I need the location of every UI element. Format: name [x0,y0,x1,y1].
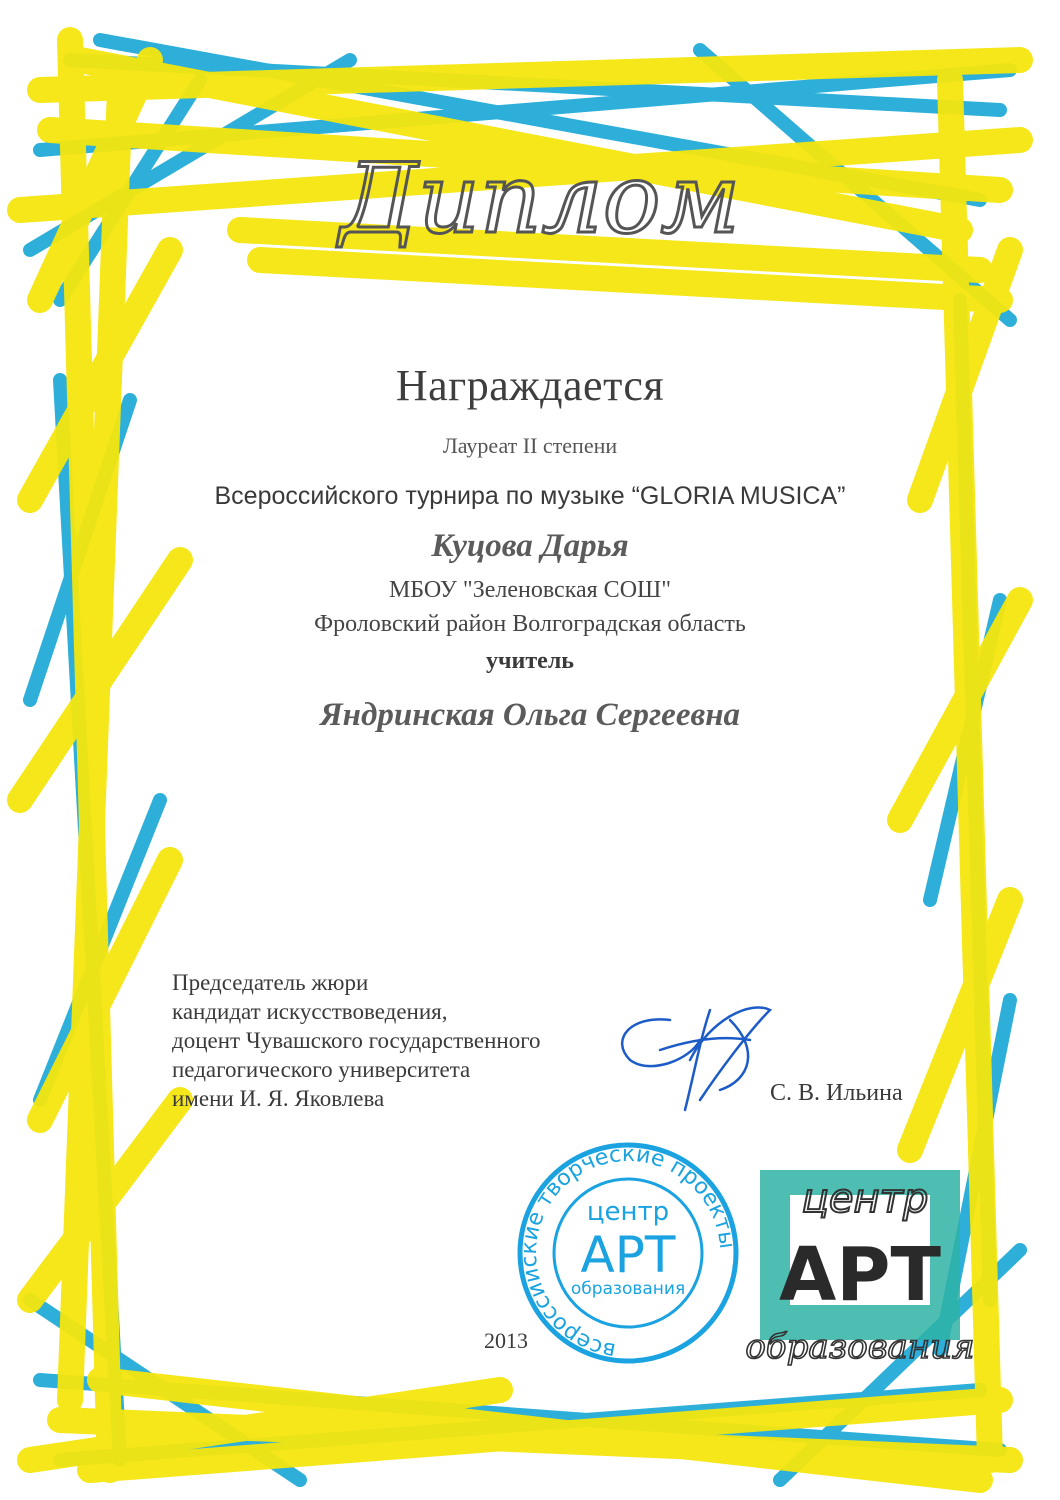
svg-text:центр: центр [801,1176,929,1222]
award-title: Награждается [395,361,665,410]
jury-line: доцент Чувашского государственного [172,1028,541,1053]
svg-text:Диплом: Диплом [339,143,741,255]
jury-line: Председатель жюри [172,970,369,995]
jury-line: педагогического университета [172,1057,471,1082]
svg-text:АРТ: АРТ [580,1226,676,1284]
tournament-name: Всероссийского турнира по музыке “GLORIA MUSICA” [214,482,846,510]
svg-text:всероссийские творческие проек: всероссийские творческие проекты [516,1141,740,1364]
signer-name: С. В. Ильина [770,1080,903,1106]
student-name: Куцова Дарья [431,528,629,564]
svg-text:образования: образования [745,1327,975,1367]
svg-text:образования: образования [570,1279,686,1299]
svg-text:АРТ: АРТ [779,1232,941,1318]
jury-line: кандидат искусствоведения, [172,999,448,1024]
teacher-name: Яндринская Ольга Сергеевна [319,697,741,733]
issue-year: 2013 [484,1328,528,1353]
svg-text:центр: центр [586,1197,670,1227]
school-name: МБОУ "Зеленовская СОШ" [388,577,672,603]
teacher-role: учитель [486,648,574,674]
organization-seal [508,1140,748,1370]
diploma-title-logo [250,140,830,260]
award-level: Лауреат II степени [442,433,618,458]
jury-line: имени И. Я. Яковлева [172,1086,385,1111]
region-name: Фроловский район Волгоградская область [314,611,746,637]
jury-chair-title [172,968,541,1113]
art-center-logo [730,1150,990,1380]
